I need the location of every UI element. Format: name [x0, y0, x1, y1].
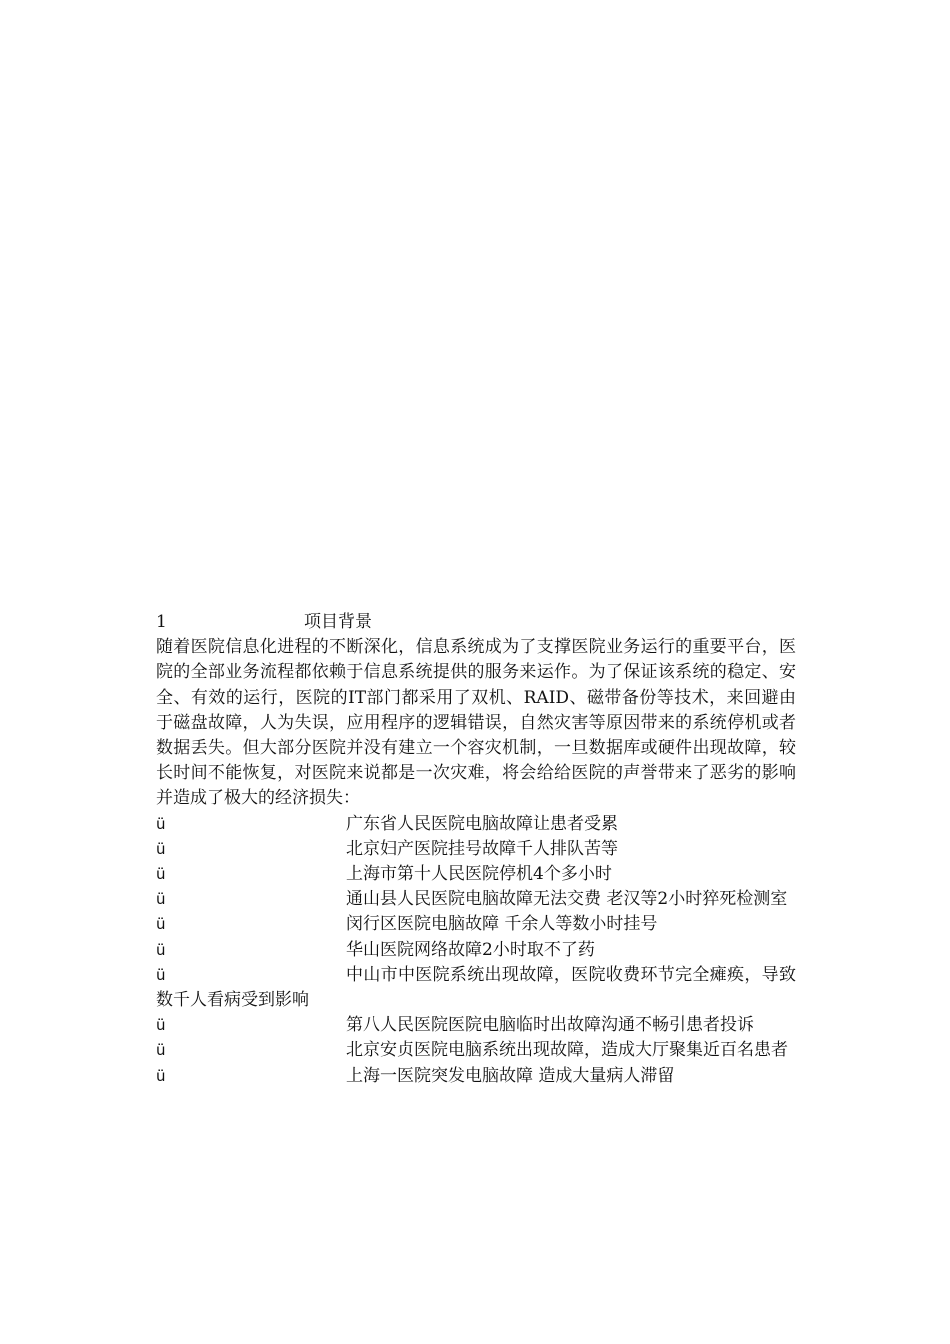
list-item-text: 第八人民医院医院电脑临时出故障沟通不畅引患者投诉 — [346, 1015, 754, 1036]
list-item-text: 通山县人民医院电脑故障无法交费 老汉等2小时猝死检测室 — [346, 889, 788, 910]
checkmark-bullet-icon: ü — [156, 965, 166, 984]
list-item — [156, 812, 796, 837]
list-item-text: 闵行区医院电脑故障 千余人等数小时挂号 — [346, 914, 658, 935]
list-item — [156, 862, 796, 887]
list-item-text: 广东省人民医院电脑故障让患者受累 — [346, 813, 618, 834]
section-title: 项目背景 — [304, 612, 372, 632]
list-item — [156, 1013, 796, 1038]
list-item-text: 北京安贞医院电脑系统出现故障，造成大厅聚集近百名患者 — [346, 1040, 788, 1061]
checkmark-bullet-icon: ü — [156, 1066, 166, 1085]
checkmark-bullet-icon: ü — [156, 940, 166, 959]
list-item-text: 上海一医院突发电脑故障 造成大量病人滞留 — [346, 1065, 675, 1086]
list-item — [156, 837, 796, 862]
list-item — [156, 1064, 796, 1089]
checkmark-bullet-icon: ü — [156, 890, 166, 909]
list-item-text: 中山市中医院系统出现故障，医院收费环节完全瘫痪，导致数千人看病受到影响 — [156, 964, 796, 1011]
section-number: 1 — [156, 612, 167, 632]
list-item — [156, 912, 796, 937]
intro-paragraph: 随着医院信息化进程的不断深化，信息系统成为了支撑医院业务运行的重要平台，医院的全部业务流程都依赖于信息系统提供的服务来运作。为了保证该系统的稳定、安全、有效的运行，医院的IT部门都采用了双机、RAID、磁带备份等技术，来回避由于磁盘故障，人为失误，应用程序的逻辑错误，自然灾害等原因带来的系统停机或者数据丢失。但大部分医院并没有建立一个容灾机制，一旦数据库或硬件出现故障，较长时间不能恢复，对医院来说都是一次灾难，将会给给医院的声誉带来了恶劣的影响并造成了极大的经济损失： — [156, 637, 796, 809]
list-item — [156, 1038, 796, 1063]
list-item — [156, 938, 796, 963]
section-heading — [156, 610, 796, 635]
incident-list — [156, 812, 796, 1089]
list-item-text: 北京妇产医院挂号故障千人排队苦等 — [346, 838, 618, 859]
checkmark-bullet-icon: ü — [156, 814, 166, 833]
checkmark-bullet-icon: ü — [156, 839, 166, 858]
list-item — [156, 887, 796, 912]
checkmark-bullet-icon: ü — [156, 1016, 166, 1035]
list-item — [156, 963, 796, 1013]
checkmark-bullet-icon: ü — [156, 1041, 166, 1060]
checkmark-bullet-icon: ü — [156, 915, 166, 934]
document-body — [156, 610, 796, 1089]
list-item-text: 华山医院网络故障2小时取不了药 — [346, 939, 595, 960]
list-item-text: 上海市第十人民医院停机4个多小时 — [346, 864, 612, 885]
checkmark-bullet-icon: ü — [156, 865, 166, 884]
